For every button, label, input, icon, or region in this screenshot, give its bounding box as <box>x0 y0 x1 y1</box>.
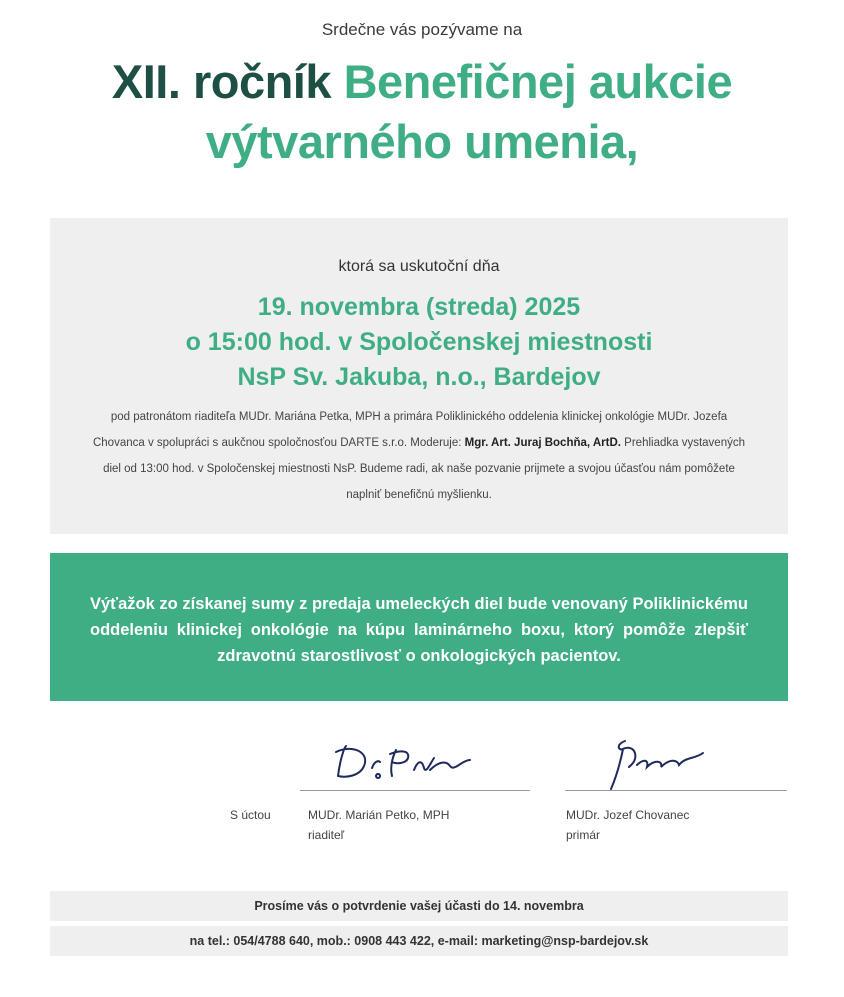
signer-left-role: riaditeľ <box>308 828 345 842</box>
event-when <box>50 290 788 395</box>
title-edition: XII. ročník <box>111 55 331 108</box>
purpose-panel <box>50 553 788 701</box>
signature-chovanec <box>585 735 725 795</box>
title-line-2: výtvarného umenia, <box>205 115 639 168</box>
title-line-1: Benefičnej aukcie <box>343 55 733 108</box>
event-details-panel <box>50 218 788 534</box>
event-title <box>0 52 844 172</box>
contact-info: na tel.: 054/4788 640, mob.: 0908 443 422, e-mail: marketing@nsp-bardejov.sk <box>50 926 788 956</box>
signer-right-role: primár <box>566 828 601 842</box>
signature-line-left <box>300 790 530 791</box>
signer-left-name: MUDr. Marián Petko, MPH <box>308 808 450 822</box>
event-lead: ktorá sa uskutoční dňa <box>338 258 500 275</box>
description-part-1: pod patronátom riaditeľa MUDr. Mariána Petka, MPH a primára Poliklinického oddelenia klinickej onkológie MUDr. Jozefa Chovanca v spolupráci s aukčnou spoločnosťou DARTE s.r.o. Moderuje: <box>92 411 728 449</box>
invitation-intro: Srdečne vás pozývame na <box>321 20 523 39</box>
signer-right-name: MUDr. Jozef Chovanec <box>566 808 690 822</box>
event-time: o 15:00 hod. v Spoločenskej miestnosti <box>185 328 653 356</box>
signature-petko <box>330 738 490 788</box>
signature-line-right <box>565 790 787 791</box>
moderator-name: Mgr. Art. Juraj Bochňa, ArtD. <box>464 437 621 449</box>
greeting-label: S úctou <box>230 808 271 822</box>
event-description <box>90 404 748 508</box>
purpose-text: Výťažok zo získanej sumy z predaja umeleckých diel bude venovaný Poliklinickému oddeleniu klinickej onkológie na kúpu laminárneho boxu, ktorý pomôže zlepšiť zdravotnú starostlivosť o onkologických pacientov. <box>90 595 748 665</box>
description-part-2: Prehliadka vystavených diel od 13:00 hod. v Spoločenskej miestnosti NsP. Budeme radi, ak naše pozvanie prijmete a svojou účasťou nám pomôžete naplniť benefičnú myšlienku. <box>103 437 745 501</box>
event-place: NsP Sv. Jakuba, n.o., Bardejov <box>237 363 601 391</box>
rsvp-deadline: Prosíme vás o potvrdenie vašej účasti do 14. novembra <box>50 891 788 921</box>
event-date: 19. novembra (streda) 2025 <box>257 293 581 321</box>
